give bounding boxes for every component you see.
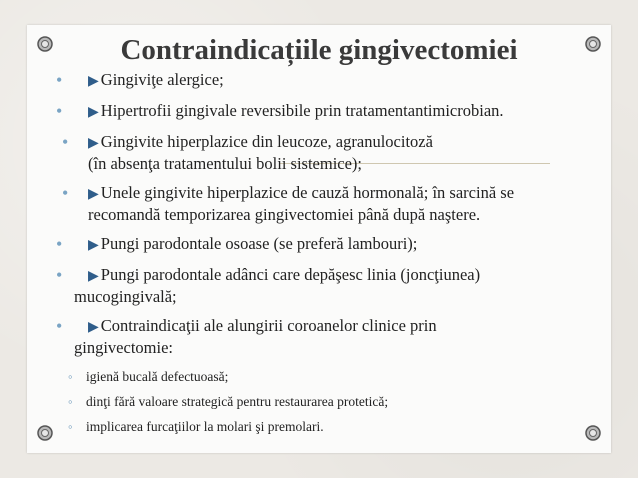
list-item-text: Pungi parodontale osoase (se preferă lambouri);: [100, 234, 418, 253]
sub-list-item-text: igienă bucală defectuoasă;: [86, 369, 229, 384]
slide-title: Contraindicațiile gingivectomiei: [120, 34, 518, 66]
bullet-icon: •: [56, 234, 63, 254]
list-item-text: Contraindicaţii ale alungirii coroanelor clinice prin: [100, 316, 437, 335]
arrow-right-icon: ▶: [88, 187, 99, 202]
arrow-right-icon: ▶: [88, 320, 99, 335]
circle-bullet-icon: ◦: [68, 369, 73, 384]
bullet-list: [56, 70, 596, 445]
arrow-right-icon: ▶: [88, 238, 99, 253]
bullet-icon: •: [56, 316, 63, 336]
pin-icon: [37, 425, 53, 441]
list-item-text-continued: (în absenţa tratamentului bolii sistemice);: [88, 154, 363, 173]
circle-bullet-icon: ◦: [68, 394, 73, 409]
list-item: [56, 265, 596, 307]
list-item-text: Hipertrofii gingivale reversibile prin tratamentantimicrobian.: [100, 101, 504, 120]
bullet-icon: •: [56, 101, 63, 121]
list-item-text-continued: gingivectomie:: [74, 338, 173, 357]
list-item-text-continued: recomandă temporizarea gingivectomiei până după naştere.: [88, 205, 481, 224]
sub-list-item-text: dinţi fără valoare strategică pentru restaurarea protetică;: [86, 394, 389, 409]
arrow-right-icon: ▶: [88, 74, 99, 89]
sub-list-item: [56, 368, 596, 386]
list-item: [56, 101, 596, 123]
list-item: [56, 70, 596, 92]
arrow-right-icon: ▶: [88, 105, 99, 120]
sub-list-item-text: implicarea furcaţiilor la molari şi premolari.: [86, 419, 324, 434]
list-item: [56, 132, 596, 174]
list-item: [56, 183, 596, 225]
list-item-text: Gingivite hiperplazice din leucoze, agranulocitoză: [100, 132, 433, 151]
arrow-right-icon: ▶: [88, 136, 99, 151]
bullet-icon: •: [56, 265, 63, 285]
circle-bullet-icon: ◦: [68, 419, 73, 434]
list-item: [56, 316, 596, 436]
bullet-icon: •: [56, 70, 63, 90]
list-item-text: Unele gingivite hiperplazice de cauză hormonală; în sarcină se: [100, 183, 515, 202]
sub-list-item: [56, 418, 596, 436]
bullet-icon: •: [62, 132, 69, 152]
arrow-right-icon: ▶: [88, 269, 99, 284]
bullet-icon: •: [62, 183, 69, 203]
list-item-text-continued: mucogingivală;: [74, 287, 177, 306]
list-item-text: Pungi parodontale adânci care depăşesc linia (joncţiunea): [100, 265, 481, 284]
sub-list-item: [56, 393, 596, 411]
list-item: [56, 234, 596, 256]
list-item-text: Gingiviţe alergice;: [100, 70, 224, 89]
